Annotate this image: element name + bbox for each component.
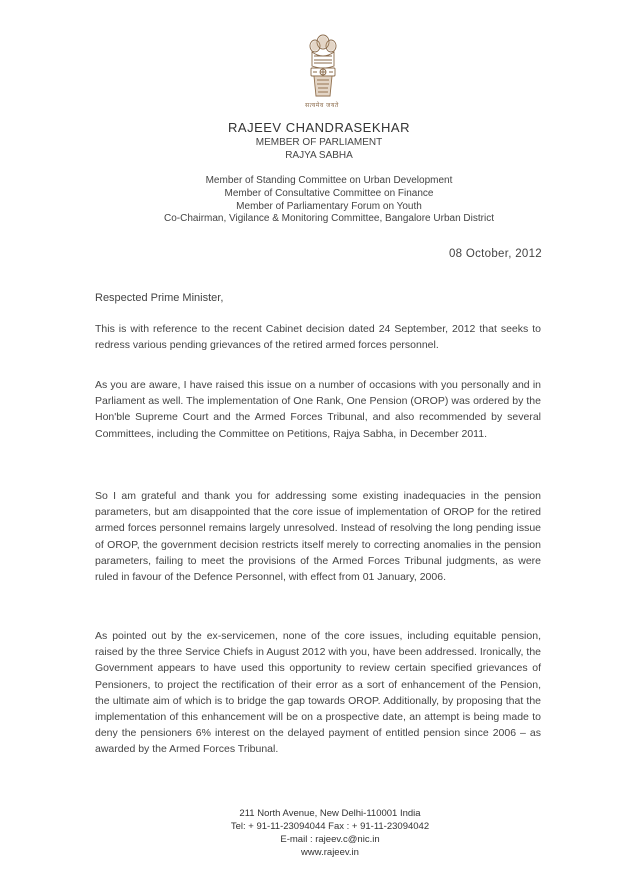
paragraph: So I am grateful and thank you for addressing some existing inadequacies in the pension parameters, but am disappointed that the core issue of implementation of OROP for the retired armed forces personnel remains largely unresolved. Instead of resolving the long pending issue of OROP, the government decision restricts itself merely to correcting anomalies in the pension parameters, failing to meet the provisions of the Armed Forces Tribunal judgments, as were ruled in favour of the Defence Personnel, with effect from 01 January, 2006. bbox=[95, 490, 541, 584]
national-emblem-icon bbox=[306, 30, 340, 102]
sender-house: RAJYA SABHA bbox=[285, 150, 353, 161]
paragraph: As pointed out by the ex-servicemen, none of the core issues, including equitable pension, raised by the three Service Chiefs in August 2012 with you, have been addressed. Ironically, the Government appears to have used this opportunity to review certain specified grievances of Pensioners, to project the rectification of their error as a sort of enhancement of the Pension, the ultimate aim of which is to bridge the gap towards OROP. Additionally, by proposing that the implementation of this enhancement will be on a prospective date, an attempt is being made to deny the pensioners 6% interest on the delayed payment of entitled pension since 2006 – as awarded by the Armed Forces Tribunal. bbox=[95, 630, 541, 756]
paragraph: This is with reference to the recent Cabinet decision dated 24 September, 2012 that seeks to redress various pending grievances of the retired armed forces personnel. bbox=[95, 323, 541, 352]
footer-email: E-mail : rajeev.c@nic.in bbox=[280, 834, 380, 845]
paragraph: As you are aware, I have raised this issue on a number of occasions with you personally and in Parliament as well. The implementation of One Rank, One Pension (OROP) was ordered by the Hon'ble Supreme Court and the Armed Forces Tribunal, and also recommended by several Committees, including the Committee on Petitions, Rajya Sabha, in December 2011. bbox=[95, 379, 541, 440]
role-line: Co-Chairman, Vigilance & Monitoring Committee, Bangalore Urban District bbox=[164, 213, 494, 225]
letter-footer bbox=[0, 807, 638, 859]
emblem-motto: सत्यमेव जयते bbox=[305, 103, 339, 109]
letter-date: 08 October, 2012 bbox=[448, 248, 542, 260]
footer-website: www.rajeev.in bbox=[301, 847, 359, 858]
role-line: Member of Parliamentary Forum on Youth bbox=[236, 200, 422, 212]
role-line: Member of Consultative Committee on Finance bbox=[224, 187, 434, 199]
footer-address: 211 North Avenue, New Delhi-110001 India bbox=[239, 808, 421, 819]
committee-roles bbox=[0, 175, 638, 226]
role-line: Member of Standing Committee on Urban Development bbox=[205, 175, 453, 186]
salutation: Respected Prime Minister, bbox=[95, 292, 224, 304]
footer-phone: Tel: + 91-11-23094044 Fax : + 91-11-23094042 bbox=[230, 821, 430, 832]
sender-title: MEMBER OF PARLIAMENT bbox=[255, 137, 383, 148]
sender-name: RAJEEV CHANDRASEKHAR bbox=[228, 120, 410, 135]
